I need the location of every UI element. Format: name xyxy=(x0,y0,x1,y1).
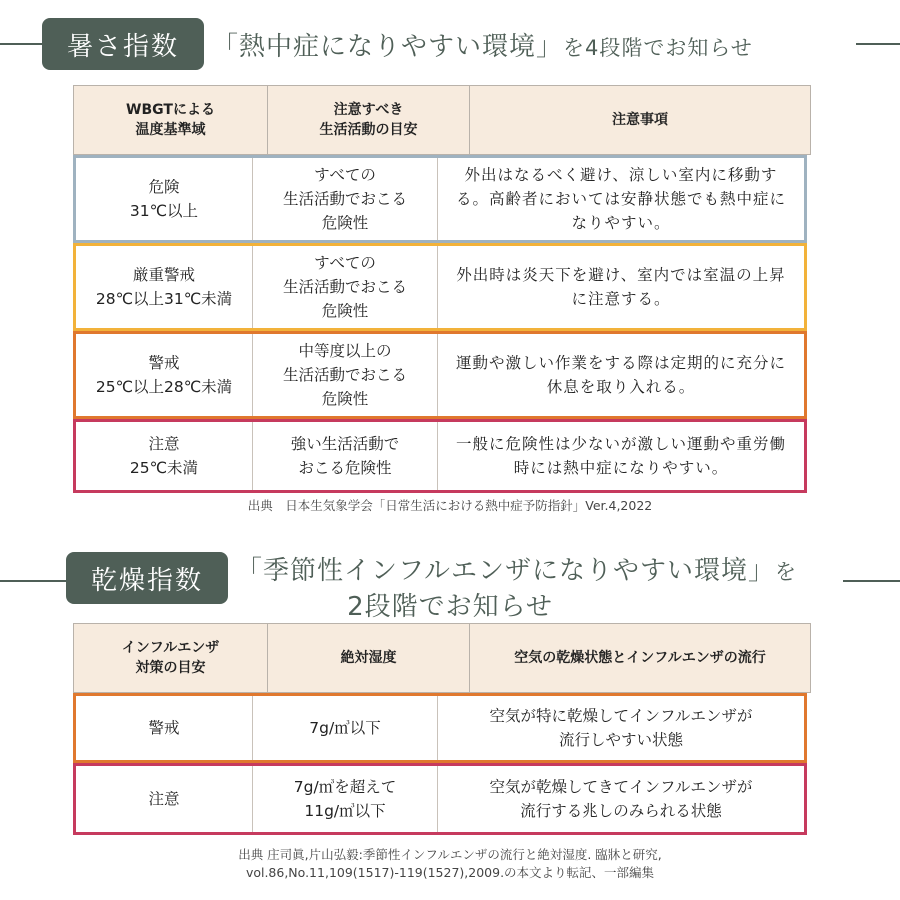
dryness-header-target-text: インフルエンザ 対策の目安 xyxy=(121,640,220,676)
dryness-heading-line1: 「季節性インフルエンザになりやすい環境」 xyxy=(236,556,775,586)
dryness-index-badge: 乾燥指数 xyxy=(66,552,228,604)
dryness-heading-line2: 2段階でお知らせ xyxy=(347,592,553,622)
dryness-header-state xyxy=(470,623,811,693)
dryness-source xyxy=(0,846,900,882)
dryness-header-state-text: 空気の乾燥状態とインフルエンザの流行 xyxy=(514,650,766,666)
dryness-level-cell: 注意 xyxy=(148,790,180,808)
wbgt-header-activity-text: 注意すべき 生活活動の目安 xyxy=(319,102,418,138)
wbgt-row xyxy=(73,155,807,243)
heat-index-heading-main: 「熱中症になりやすい環境」 xyxy=(212,32,564,62)
wbgt-header-note-text: 注意事項 xyxy=(612,112,668,128)
wbgt-note-cell: 外出時は炎天下を避け、室内では室温の上昇に注意する。 xyxy=(437,246,804,328)
heat-index-badge: 暑さ指数 xyxy=(42,18,204,70)
wbgt-note-cell: 運動や激しい作業をする際は定期的に充分に休息を取り入れる。 xyxy=(437,334,804,416)
heading-rule-left-2 xyxy=(0,580,72,582)
dryness-state-cell: 空気が乾燥してきてインフルエンザが 流行する兆しのみられる状態 xyxy=(437,766,804,832)
dryness-header-target xyxy=(73,623,268,693)
wbgt-level-cell: 危険 31℃以上 xyxy=(129,178,199,220)
heading-rule-right-2 xyxy=(843,580,900,582)
dryness-level-cell: 警戒 xyxy=(148,719,180,737)
dryness-header-humidity-text: 絶対湿度 xyxy=(340,650,397,666)
wbgt-header-note xyxy=(470,85,811,155)
wbgt-row xyxy=(73,331,807,419)
wbgt-activity-cell: すべての 生活活動でおこる 危険性 xyxy=(252,246,437,328)
wbgt-header-activity xyxy=(268,85,470,155)
dryness-index-heading xyxy=(236,550,797,587)
wbgt-source: 出典 日本生気象学会「日常生活における熱中症予防指針」Ver.4,2022 xyxy=(247,498,653,513)
wbgt-level-cell: 厳重警戒 28℃以上31℃未満 xyxy=(95,266,233,308)
wbgt-header-range xyxy=(73,85,268,155)
heat-index-heading xyxy=(212,26,753,63)
wbgt-row xyxy=(73,419,807,493)
dryness-row xyxy=(73,693,807,763)
wbgt-note-cell: 外出はなるべく避け、涼しい室内に移動する。高齢者においては安静状態でも熱中症になりやすい。 xyxy=(437,158,804,240)
heading-rule-right xyxy=(856,43,900,45)
wbgt-activity-cell: 強い生活活動で おこる危険性 xyxy=(252,422,437,490)
dryness-table-header xyxy=(73,623,811,693)
dryness-header-humidity xyxy=(268,623,470,693)
wbgt-activity-cell: すべての 生活活動でおこる 危険性 xyxy=(252,158,437,240)
wbgt-activity-cell: 中等度以上の 生活活動でおこる 危険性 xyxy=(252,334,437,416)
dryness-humidity-cell: 7g/㎥を超えて 11g/㎥以下 xyxy=(252,766,437,832)
dryness-humidity-cell: 7g/㎥以下 xyxy=(252,696,437,760)
wbgt-note-cell: 一般に危険性は少ないが激しい運動や重労働時には熱中症になりやすい。 xyxy=(437,422,804,490)
dryness-source-line1: 出典 庄司眞,片山弘毅:季節性インフルエンザの流行と絶対湿度. 臨牀と研究, xyxy=(238,847,662,862)
wbgt-level-cell: 警戒 25℃以上28℃未満 xyxy=(95,354,233,396)
dryness-row xyxy=(73,763,807,835)
heat-index-heading-suffix: を4段階でお知らせ xyxy=(563,36,753,60)
wbgt-level-cell: 注意 25℃未満 xyxy=(129,435,199,477)
dryness-heading-line1-suffix: を xyxy=(774,560,797,584)
wbgt-header-range-text: WBGTによる 温度基準域 xyxy=(126,102,215,138)
heading-rule-left xyxy=(0,43,48,45)
wbgt-table-header xyxy=(73,85,811,155)
dryness-source-line2: vol.86,No.11,109(1517)-119(1527),2009.の本文より転記、一部編集 xyxy=(245,865,655,880)
dryness-state-cell: 空気が特に乾燥してインフルエンザが 流行しやすい状態 xyxy=(437,696,804,760)
wbgt-row xyxy=(73,243,807,331)
